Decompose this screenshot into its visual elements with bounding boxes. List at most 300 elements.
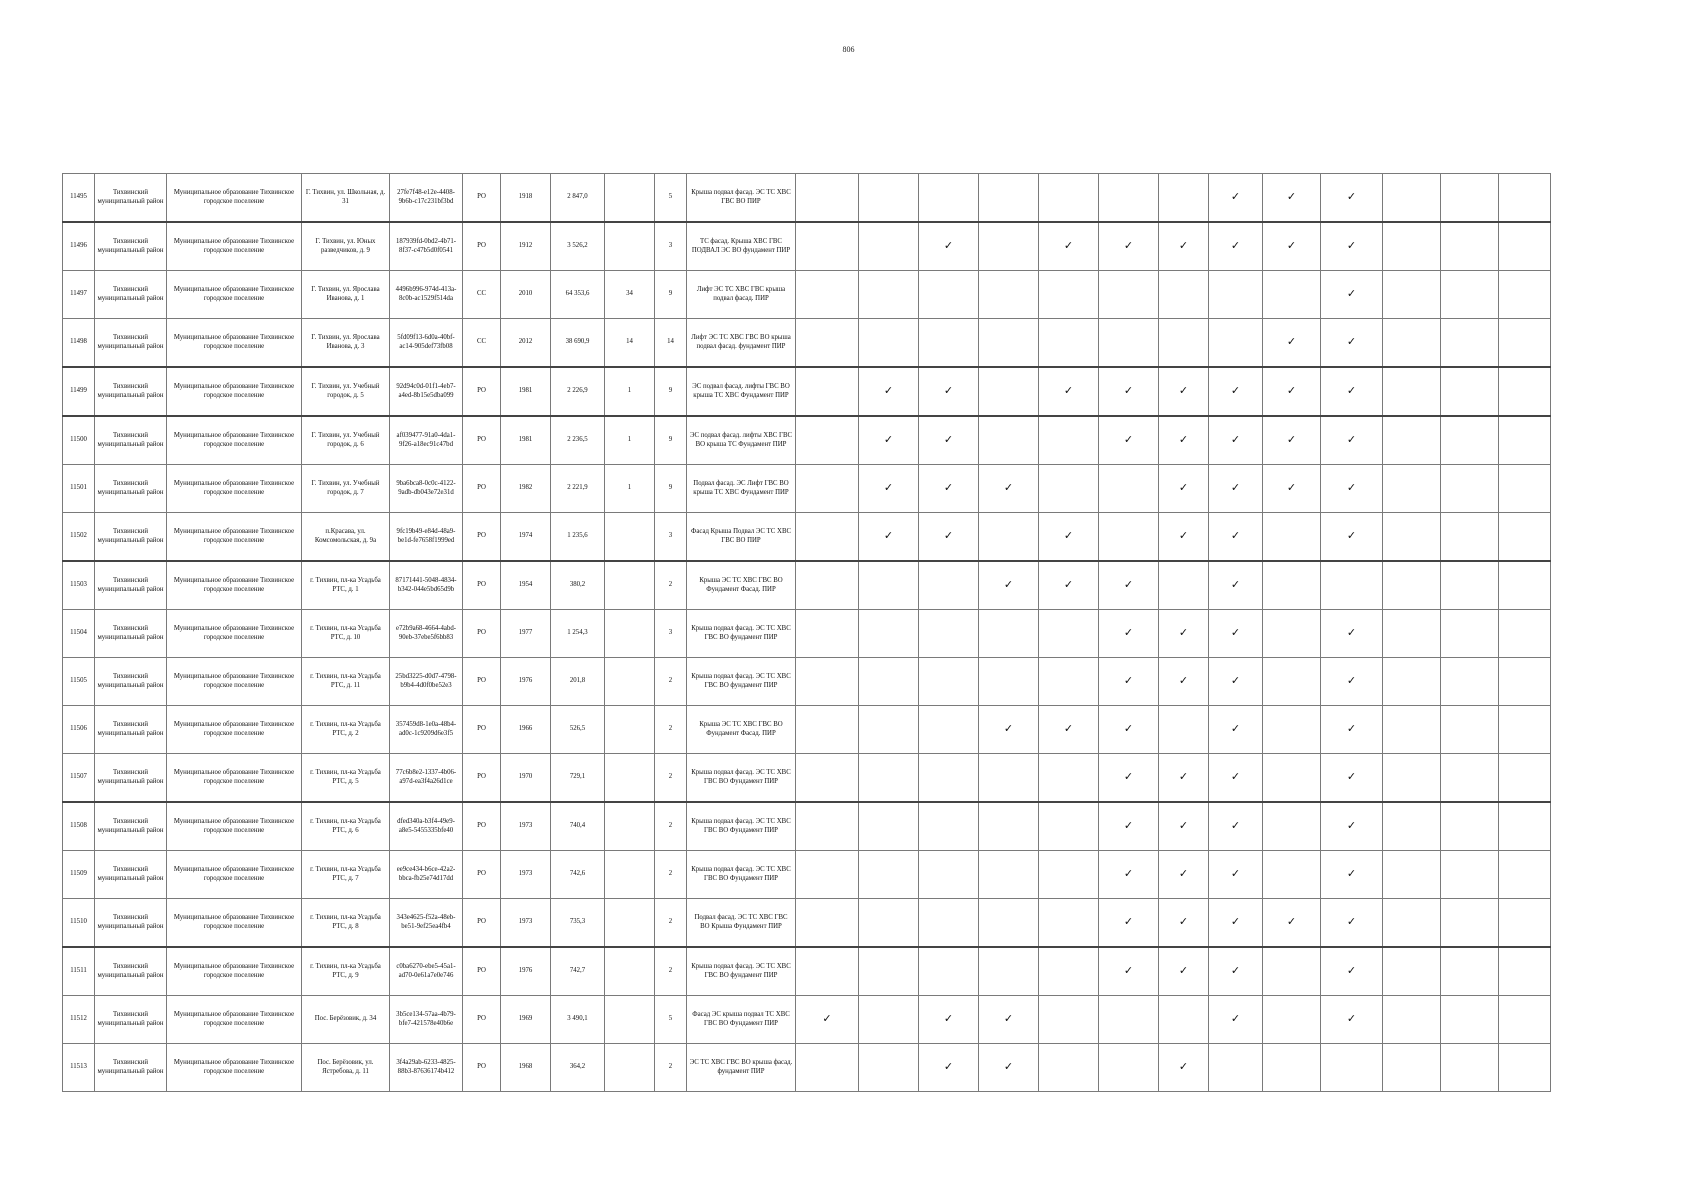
work-check-cell <box>979 947 1039 996</box>
row-number: 11508 <box>63 802 95 851</box>
work-check-cell <box>1099 658 1159 706</box>
works-list-cell: ЭС ТС ХВС ГВС ВО крыша фасад. фундамент ПИР <box>687 1044 796 1092</box>
checkmark-icon: ✓ <box>1346 770 1357 784</box>
checkmark-icon: ✓ <box>1178 529 1189 543</box>
district-cell: Тихвинский муниципальный район <box>95 754 167 803</box>
district-cell: Тихвинский муниципальный район <box>95 802 167 851</box>
work-check-cell <box>1441 465 1499 513</box>
work-check-cell <box>979 1044 1039 1092</box>
work-check-cell <box>1099 319 1159 368</box>
house-guid-cell: e72b9a68-4664-4abd-90eb-37ebe5f6bb83 <box>390 610 463 658</box>
district-cell: Тихвинский муниципальный район <box>95 416 167 465</box>
checkmark-icon: ✓ <box>1346 626 1357 640</box>
work-check-cell <box>859 174 919 223</box>
work-check-cell <box>1263 367 1321 416</box>
work-check-cell <box>1441 899 1499 948</box>
work-check-cell <box>979 319 1039 368</box>
work-check-cell <box>796 174 859 223</box>
work-check-cell <box>1441 658 1499 706</box>
municipality-cell: Муниципальное образование Тихвинское городское поселение <box>167 947 302 996</box>
checkmark-icon: ✓ <box>1286 190 1297 204</box>
work-check-cell <box>919 899 979 948</box>
apartments-cell: 1 <box>605 416 655 465</box>
checkmark-icon: ✓ <box>1123 819 1134 833</box>
checkmark-icon: ✓ <box>1178 819 1189 833</box>
work-check-cell <box>1039 899 1099 948</box>
checkmark-icon: ✓ <box>1123 626 1134 640</box>
build-year-cell: 1973 <box>501 899 551 948</box>
apartments-cell: 1 <box>605 367 655 416</box>
work-check-cell <box>796 1044 859 1092</box>
funding-method-cell: РО <box>463 851 501 899</box>
table-row <box>63 947 1551 996</box>
work-check-cell <box>1263 222 1321 271</box>
table-row <box>63 899 1551 948</box>
checkmark-icon: ✓ <box>943 384 954 398</box>
checkmark-icon: ✓ <box>1286 384 1297 398</box>
work-check-cell <box>979 802 1039 851</box>
table-row <box>63 174 1551 223</box>
work-check-cell <box>919 416 979 465</box>
municipality-cell: Муниципальное образование Тихвинское городское поселение <box>167 319 302 368</box>
municipality-cell: Муниципальное образование Тихвинское городское поселение <box>167 222 302 271</box>
build-year-cell: 1918 <box>501 174 551 223</box>
work-check-cell <box>1263 271 1321 319</box>
work-check-cell <box>1321 610 1383 658</box>
work-check-cell <box>1159 561 1209 610</box>
work-check-cell <box>1321 174 1383 223</box>
house-guid-cell: 9fc19b49-e84d-48a9-be1d-fe7658f1999ed <box>390 513 463 562</box>
checkmark-icon: ✓ <box>1286 335 1297 349</box>
table-row <box>63 996 1551 1044</box>
row-number: 11509 <box>63 851 95 899</box>
house-guid-cell: 357459d8-1e0a-48b4-ad0c-1c9209d6e3f5 <box>390 706 463 754</box>
checkmark-icon: ✓ <box>1346 867 1357 881</box>
build-year-cell: 1912 <box>501 222 551 271</box>
area-cell: 1 254,3 <box>551 610 605 658</box>
work-check-cell <box>979 416 1039 465</box>
checkmark-icon: ✓ <box>1230 190 1241 204</box>
work-check-cell <box>859 1044 919 1092</box>
work-check-cell <box>1099 754 1159 803</box>
checkmark-icon: ✓ <box>1123 433 1134 447</box>
apartments-cell <box>605 561 655 610</box>
work-check-cell <box>796 706 859 754</box>
district-cell: Тихвинский муниципальный район <box>95 658 167 706</box>
work-check-cell <box>1039 1044 1099 1092</box>
work-check-cell <box>1159 658 1209 706</box>
checkmark-icon: ✓ <box>1123 722 1134 736</box>
funding-method-cell: РО <box>463 706 501 754</box>
work-check-cell <box>1099 996 1159 1044</box>
work-check-cell <box>1499 513 1551 562</box>
funding-method-cell: СС <box>463 271 501 319</box>
table-row <box>63 851 1551 899</box>
work-check-cell <box>1263 561 1321 610</box>
area-cell: 526,5 <box>551 706 605 754</box>
work-check-cell <box>1441 706 1499 754</box>
address-cell: п.Красава, ул. Комсомольская, д. 9а <box>302 513 390 562</box>
work-check-cell <box>1159 851 1209 899</box>
apartments-cell <box>605 802 655 851</box>
work-check-cell <box>1383 465 1441 513</box>
table-row <box>63 1044 1551 1092</box>
work-check-cell <box>1159 1044 1209 1092</box>
work-check-cell <box>1039 706 1099 754</box>
build-year-cell: 1970 <box>501 754 551 803</box>
checkmark-icon: ✓ <box>943 1060 954 1074</box>
work-check-cell <box>1321 899 1383 948</box>
floors-cell: 2 <box>655 1044 687 1092</box>
works-list-cell: Лифт ЭС ТС ХВС ГВС ВО крыша подвал фасад. фундамент ПИР <box>687 319 796 368</box>
floors-cell: 9 <box>655 416 687 465</box>
work-check-cell <box>1159 271 1209 319</box>
checkmark-icon: ✓ <box>822 1012 832 1026</box>
work-check-cell <box>1209 1044 1263 1092</box>
work-check-cell <box>1263 319 1321 368</box>
checkmark-icon: ✓ <box>1230 1012 1241 1026</box>
checkmark-icon: ✓ <box>1346 287 1357 301</box>
work-check-cell <box>796 899 859 948</box>
work-check-cell <box>1159 319 1209 368</box>
work-check-cell <box>1383 899 1441 948</box>
row-number: 11495 <box>63 174 95 223</box>
work-check-cell <box>1039 513 1099 562</box>
works-list-cell: Крыша подвал фасад. ЭС ТС ХВС ГВС ВО фундамент ПИР <box>687 947 796 996</box>
work-check-cell <box>979 996 1039 1044</box>
apartments-cell: 1 <box>605 465 655 513</box>
work-check-cell <box>1383 367 1441 416</box>
work-check-cell <box>919 367 979 416</box>
work-check-cell <box>1099 561 1159 610</box>
work-check-cell <box>859 465 919 513</box>
work-check-cell <box>1383 319 1441 368</box>
work-check-cell <box>1499 706 1551 754</box>
checkmark-icon: ✓ <box>1003 722 1014 736</box>
work-check-cell <box>859 416 919 465</box>
work-check-cell <box>859 513 919 562</box>
work-check-cell <box>919 754 979 803</box>
work-check-cell <box>1209 802 1263 851</box>
work-check-cell <box>979 513 1039 562</box>
work-check-cell <box>1383 706 1441 754</box>
work-check-cell <box>796 996 859 1044</box>
work-check-cell <box>1099 706 1159 754</box>
work-check-cell <box>1099 899 1159 948</box>
apartments-cell <box>605 851 655 899</box>
house-guid-cell: 92d94c0d-01f1-4eb7-a4ed-8b15e5dba099 <box>390 367 463 416</box>
work-check-cell <box>1159 174 1209 223</box>
municipality-cell: Муниципальное образование Тихвинское городское поселение <box>167 802 302 851</box>
work-check-cell <box>1263 465 1321 513</box>
build-year-cell: 1982 <box>501 465 551 513</box>
work-check-cell <box>1321 513 1383 562</box>
checkmark-icon: ✓ <box>1230 964 1241 978</box>
work-check-cell <box>1383 947 1441 996</box>
work-check-cell <box>979 851 1039 899</box>
apartments-cell <box>605 513 655 562</box>
work-check-cell <box>1039 367 1099 416</box>
checkmark-icon: ✓ <box>1063 239 1074 253</box>
work-check-cell <box>1441 996 1499 1044</box>
work-check-cell <box>919 513 979 562</box>
work-check-cell <box>979 271 1039 319</box>
work-check-cell <box>1039 802 1099 851</box>
work-check-cell <box>1039 610 1099 658</box>
funding-method-cell: РО <box>463 610 501 658</box>
floors-cell: 2 <box>655 754 687 803</box>
row-number: 11499 <box>63 367 95 416</box>
work-check-cell <box>1159 222 1209 271</box>
work-check-cell <box>919 658 979 706</box>
work-check-cell <box>859 802 919 851</box>
work-check-cell <box>1039 222 1099 271</box>
funding-method-cell: РО <box>463 947 501 996</box>
checkmark-icon: ✓ <box>1123 674 1134 688</box>
work-check-cell <box>1209 271 1263 319</box>
checkmark-icon: ✓ <box>1003 481 1014 495</box>
work-check-cell <box>1499 802 1551 851</box>
address-cell: г. Тихвин, пл-ка Усадьба РТС, д. 10 <box>302 610 390 658</box>
work-check-cell <box>1209 416 1263 465</box>
area-cell: 38 690,9 <box>551 319 605 368</box>
work-check-cell <box>979 754 1039 803</box>
house-guid-cell: af039477-91a0-4da1-9f26-a18ec91c47bd <box>390 416 463 465</box>
area-cell: 64 353,6 <box>551 271 605 319</box>
row-number: 11511 <box>63 947 95 996</box>
work-check-cell <box>979 658 1039 706</box>
checkmark-icon: ✓ <box>1230 915 1241 929</box>
area-cell: 742,7 <box>551 947 605 996</box>
apartments-cell <box>605 222 655 271</box>
address-cell: г. Тихвин, пл-ка Усадьба РТС, д. 8 <box>302 899 390 948</box>
work-check-cell <box>1383 851 1441 899</box>
work-check-cell <box>796 513 859 562</box>
funding-method-cell: РО <box>463 1044 501 1092</box>
checkmark-icon: ✓ <box>1178 964 1189 978</box>
checkmark-icon: ✓ <box>883 529 894 543</box>
work-check-cell <box>919 947 979 996</box>
district-cell: Тихвинский муниципальный район <box>95 1044 167 1092</box>
funding-method-cell: РО <box>463 416 501 465</box>
area-cell: 2 847,0 <box>551 174 605 223</box>
district-cell: Тихвинский муниципальный район <box>95 561 167 610</box>
checkmark-icon: ✓ <box>1063 578 1074 592</box>
row-number: 11501 <box>63 465 95 513</box>
work-check-cell <box>1039 416 1099 465</box>
work-check-cell <box>1499 367 1551 416</box>
work-check-cell <box>1099 271 1159 319</box>
district-cell: Тихвинский муниципальный район <box>95 706 167 754</box>
checkmark-icon: ✓ <box>1230 626 1241 640</box>
area-cell: 1 235,6 <box>551 513 605 562</box>
work-check-cell <box>796 754 859 803</box>
floors-cell: 9 <box>655 465 687 513</box>
checkmark-icon: ✓ <box>883 384 894 398</box>
checkmark-icon: ✓ <box>1230 674 1241 688</box>
work-check-cell <box>1441 513 1499 562</box>
municipality-cell: Муниципальное образование Тихвинское городское поселение <box>167 174 302 223</box>
checkmark-icon: ✓ <box>1003 1012 1014 1026</box>
works-list-cell: Лифт ЭС ТС ХВС ГВС крыша подвал фасад. ПИР <box>687 271 796 319</box>
work-check-cell <box>1039 561 1099 610</box>
work-check-cell <box>1383 271 1441 319</box>
work-check-cell <box>1099 802 1159 851</box>
checkmark-icon: ✓ <box>1286 481 1297 495</box>
checkmark-icon: ✓ <box>1123 384 1134 398</box>
work-check-cell <box>1321 561 1383 610</box>
work-check-cell <box>796 802 859 851</box>
work-check-cell <box>1159 513 1209 562</box>
work-check-cell <box>859 271 919 319</box>
checkmark-icon: ✓ <box>1123 964 1134 978</box>
funding-method-cell: РО <box>463 513 501 562</box>
work-check-cell <box>1499 610 1551 658</box>
work-check-cell <box>1441 802 1499 851</box>
municipality-cell: Муниципальное образование Тихвинское городское поселение <box>167 610 302 658</box>
work-check-cell <box>1099 513 1159 562</box>
checkmark-icon: ✓ <box>1003 578 1014 592</box>
table-row <box>63 610 1551 658</box>
district-cell: Тихвинский муниципальный район <box>95 851 167 899</box>
apartments-cell <box>605 610 655 658</box>
work-check-cell <box>1263 754 1321 803</box>
work-check-cell <box>979 561 1039 610</box>
checkmark-icon: ✓ <box>1346 239 1357 253</box>
work-check-cell <box>1441 610 1499 658</box>
funding-method-cell: РО <box>463 754 501 803</box>
work-check-cell <box>1499 754 1551 803</box>
work-check-cell <box>1099 947 1159 996</box>
work-check-cell <box>796 658 859 706</box>
checkmark-icon: ✓ <box>1230 867 1241 881</box>
checkmark-icon: ✓ <box>1346 915 1357 929</box>
work-check-cell <box>1499 996 1551 1044</box>
work-check-cell <box>1441 271 1499 319</box>
municipality-cell: Муниципальное образование Тихвинское городское поселение <box>167 996 302 1044</box>
checkmark-icon: ✓ <box>1230 433 1241 447</box>
work-check-cell <box>1159 947 1209 996</box>
build-year-cell: 1981 <box>501 367 551 416</box>
work-check-cell <box>1209 851 1263 899</box>
checkmark-icon: ✓ <box>1346 674 1357 688</box>
work-check-cell <box>859 367 919 416</box>
funding-method-cell: СС <box>463 319 501 368</box>
municipality-cell: Муниципальное образование Тихвинское городское поселение <box>167 754 302 803</box>
work-check-cell <box>1039 754 1099 803</box>
work-check-cell <box>1159 754 1209 803</box>
checkmark-icon: ✓ <box>943 239 954 253</box>
work-check-cell <box>1209 610 1263 658</box>
work-check-cell <box>796 367 859 416</box>
house-guid-cell: 3b5ce134-57aa-4b79-bfe7-421578e40b6e <box>390 996 463 1044</box>
district-cell: Тихвинский муниципальный район <box>95 367 167 416</box>
funding-method-cell: РО <box>463 222 501 271</box>
works-list-cell: ЭС подвал фасад. лифты ХВС ГВС ВО крыша ТС Фундамент ПИР <box>687 416 796 465</box>
municipality-cell: Муниципальное образование Тихвинское городское поселение <box>167 416 302 465</box>
work-check-cell <box>919 1044 979 1092</box>
house-guid-cell: ee9ce434-b6ce-42a2-bbca-fb25e74d17dd <box>390 851 463 899</box>
work-check-cell <box>1209 899 1263 948</box>
funding-method-cell: РО <box>463 465 501 513</box>
work-check-cell <box>1099 465 1159 513</box>
build-year-cell: 1981 <box>501 416 551 465</box>
work-check-cell <box>1321 996 1383 1044</box>
checkmark-icon: ✓ <box>1178 915 1189 929</box>
address-cell: Г. Тихвин, ул. Ярослава Иванова, д. 3 <box>302 319 390 368</box>
work-check-cell <box>1321 947 1383 996</box>
checkmark-icon: ✓ <box>1346 1012 1357 1026</box>
area-cell: 201,8 <box>551 658 605 706</box>
funding-method-cell: РО <box>463 899 501 948</box>
row-number: 11505 <box>63 658 95 706</box>
works-list-cell: Подвал фасад. ЭС Лифт ГВС ВО крыша ТС ХВС Фундамент ПИР <box>687 465 796 513</box>
address-cell: г. Тихвин, пл-ка Усадьба РТС, д. 11 <box>302 658 390 706</box>
work-check-cell <box>796 851 859 899</box>
municipality-cell: Муниципальное образование Тихвинское городское поселение <box>167 513 302 562</box>
housing-registry-table <box>62 173 1551 1092</box>
work-check-cell <box>1321 465 1383 513</box>
work-check-cell <box>1263 947 1321 996</box>
house-guid-cell: c0ba6270-ebe5-45a1-ad70-0e61a7e0e746 <box>390 947 463 996</box>
house-guid-cell: 5fd09f13-6d0a-40bf-ac14-905def73fb08 <box>390 319 463 368</box>
work-check-cell <box>1321 416 1383 465</box>
floors-cell: 9 <box>655 367 687 416</box>
area-cell: 2 226,9 <box>551 367 605 416</box>
floors-cell: 3 <box>655 222 687 271</box>
work-check-cell <box>1039 851 1099 899</box>
work-check-cell <box>919 465 979 513</box>
work-check-cell <box>1209 754 1263 803</box>
row-number: 11513 <box>63 1044 95 1092</box>
work-check-cell <box>1441 561 1499 610</box>
works-list-cell: Подвал фасад. ЭС ТС ХВС ГВС ВО Крыша Фундамент ПИР <box>687 899 796 948</box>
work-check-cell <box>1209 465 1263 513</box>
work-check-cell <box>1209 658 1263 706</box>
work-check-cell <box>919 802 979 851</box>
table-row <box>63 513 1551 562</box>
funding-method-cell: РО <box>463 367 501 416</box>
work-check-cell <box>1209 319 1263 368</box>
apartments-cell <box>605 754 655 803</box>
area-cell: 3 526,2 <box>551 222 605 271</box>
district-cell: Тихвинский муниципальный район <box>95 899 167 948</box>
checkmark-icon: ✓ <box>1286 239 1297 253</box>
checkmark-icon: ✓ <box>883 481 894 495</box>
checkmark-icon: ✓ <box>1230 239 1241 253</box>
address-cell: Г. Тихвин, ул. Юных разведчиков, д. 9 <box>302 222 390 271</box>
checkmark-icon: ✓ <box>1346 819 1357 833</box>
work-check-cell <box>859 658 919 706</box>
row-number: 11500 <box>63 416 95 465</box>
address-cell: Г. Тихвин, ул. Учебный городок, д. 7 <box>302 465 390 513</box>
work-check-cell <box>796 271 859 319</box>
checkmark-icon: ✓ <box>1286 915 1297 929</box>
work-check-cell <box>1383 561 1441 610</box>
house-guid-cell: 9ba6bca8-0c0c-4122-9adb-db043e72e31d <box>390 465 463 513</box>
table-row <box>63 465 1551 513</box>
work-check-cell <box>1321 658 1383 706</box>
work-check-cell <box>1441 222 1499 271</box>
address-cell: Г. Тихвин, ул. Ярослава Иванова, д. 1 <box>302 271 390 319</box>
work-check-cell <box>1499 851 1551 899</box>
checkmark-icon: ✓ <box>1123 578 1134 592</box>
build-year-cell: 2012 <box>501 319 551 368</box>
checkmark-icon: ✓ <box>1178 674 1189 688</box>
work-check-cell <box>1099 222 1159 271</box>
work-check-cell <box>1441 174 1499 223</box>
work-check-cell <box>1383 222 1441 271</box>
